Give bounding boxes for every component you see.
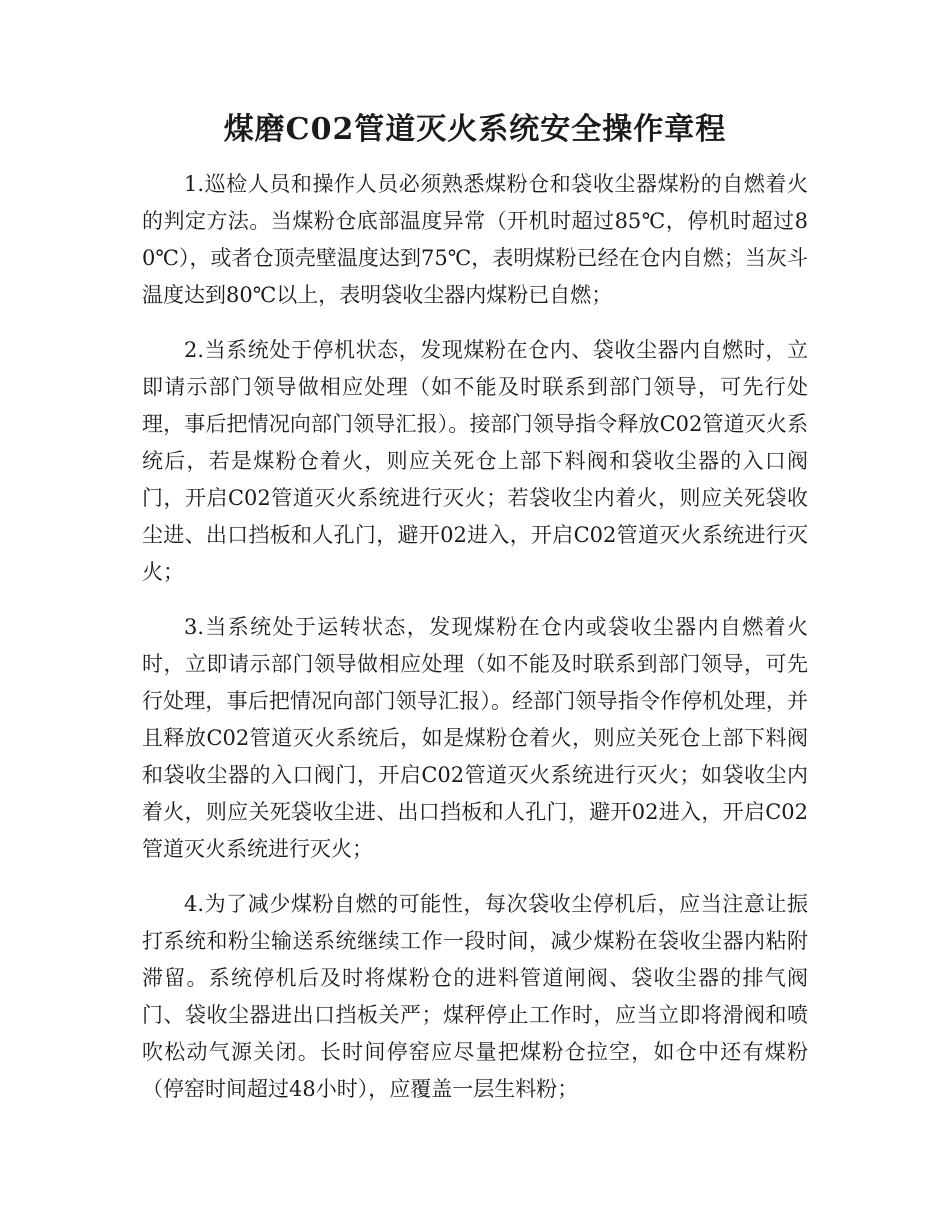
paragraph-2: 2.当系统处于停机状态，发现煤粉在仓内、袋收尘器内自燃时，立即请示部门领导做相应处理（如不能及时联系到部门领导，可先行处理，事后把情况向部门领导汇报）。接部门领导指令释放C02管道灭火系统后，若是煤粉仓着火，则应关死仓上部下料阀和袋收尘器的入口阀门，开启C02管道灭火系统进行灭火；若袋收尘内着火，则应关死袋收尘进、出口挡板和人孔门，避开02进入，开启C02管道灭火系统进行灭火； — [142, 338, 808, 584]
paragraph-4: 4.为了减少煤粉自燃的可能性，每次袋收尘停机后，应当注意让振打系统和粉尘输送系统继续工作一段时间，减少煤粉在袋收尘器内粘附滞留。系统停机后及时将煤粉仓的进料管道闸阀、袋收尘器的排气阀门、袋收尘器进出口挡板关严；煤秤停止工作时，应当立即将滑阀和喷吹松动气源关闭。长时间停窑应尽量把煤粉仓拉空，如仓中还有煤粉（停窑时间超过48小时），应覆盖一层生料粉； — [142, 892, 808, 1101]
paragraph-1: 1.巡检人员和操作人员必须熟悉煤粉仓和袋收尘器煤粉的自燃着火的判定方法。当煤粉仓底部温度异常（开机时超过85℃，停机时超过80℃），或者仓顶壳壁温度达到75℃，表明煤粉已经在仓内自燃；当灰斗温度达到80℃以上，表明袋收尘器内煤粉已自燃； — [142, 172, 808, 307]
document-title: 煤磨C02管道灭火系统安全操作章程 — [223, 112, 727, 147]
paragraph-3: 3.当系统处于运转状态，发现煤粉在仓内或袋收尘器内自燃着火时，立即请示部门领导做相应处理（如不能及时联系到部门领导，可先行处理，事后把情况向部门领导汇报）。经部门领导指令作停机处理，并且释放C02管道灭火系统后，如是煤粉仓着火，则应关死仓上部下料阀和袋收尘器的入口阀门，开启C02管道灭火系统进行灭火；如袋收尘内着火，则应关死袋收尘进、出口挡板和人孔门，避开02进入，开启C02管道灭火系统进行灭火； — [142, 615, 808, 861]
